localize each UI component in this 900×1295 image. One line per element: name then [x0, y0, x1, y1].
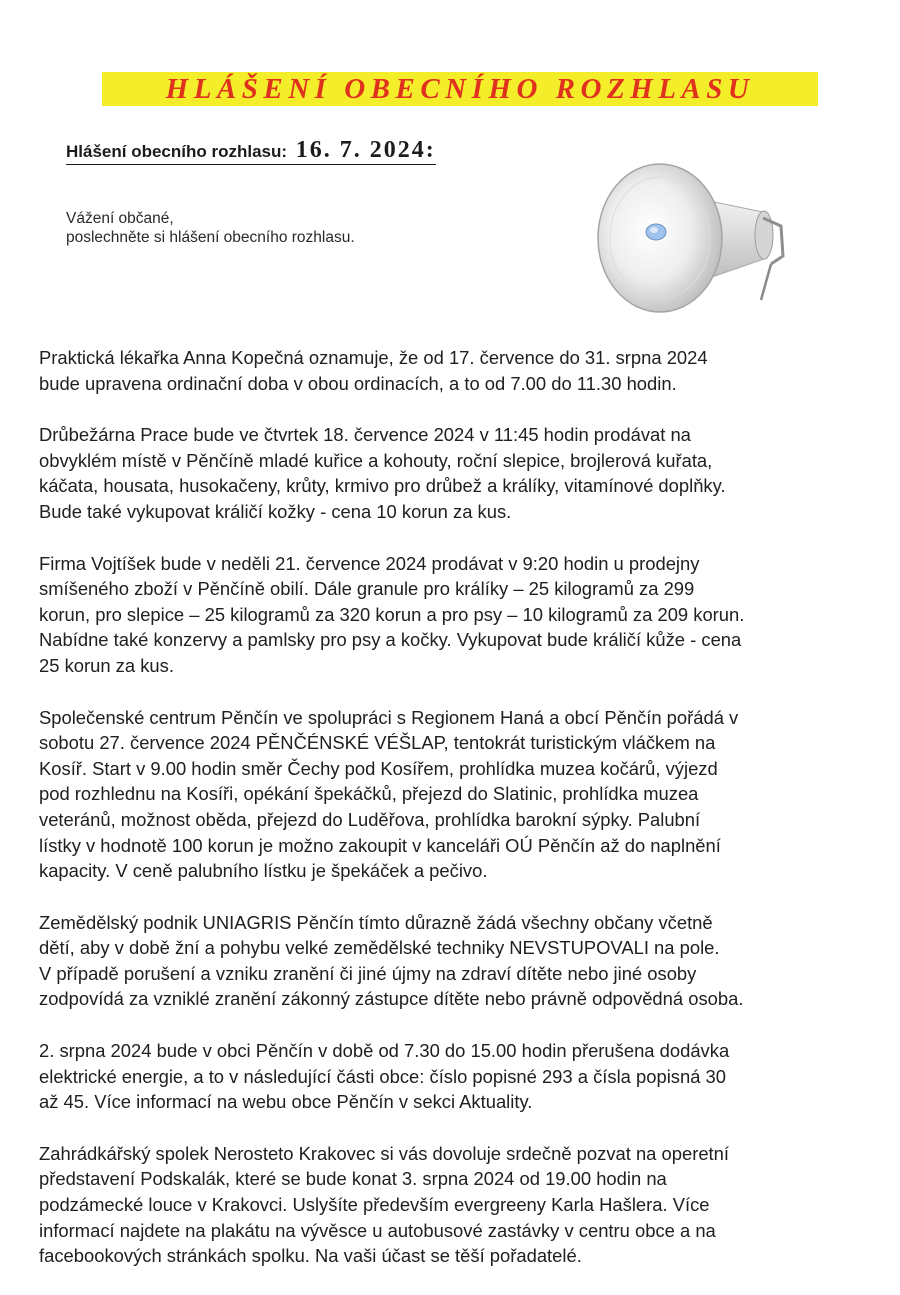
megaphone-icon [585, 160, 800, 320]
announcement-operetta: Zahrádkářský spolek Nerosteto Krakovec si vás dovoluje srdečně pozvat na operetní představení Podskalák, které se bude konat 3. srpna 2024 od 19.00 hodin na podzámecké louce v Krakovci. Uslyšíte především evergreeny Karla Hašlera. Více informací najdete na plakátu na vývěsce u autobusové zastávky v centru obce a na facebookových stránkách spolku. Na vaši účast se těší pořadatelé. [39, 1142, 730, 1267]
announcement-date: 16. 7. 2024: [295, 137, 436, 163]
greeting [66, 209, 355, 247]
announcement-trip: Společenské centrum Pěnčín ve spolupráci s Regionem Haná a obcí Pěnčín pořádá v sobotu 27. července 2024 PĚNČÉNSKÉ VÉŠLAP, tentokrát turistickým vláčkem na Kosíř. Start v 9.00 hodin směr Čechy pod Kosířem, prohlídka muzea kočárů, výjezd pod rozhlednu na Kosíři, opékání špekáčků, přejezd do Slatinic, prohlídka muzea veteránů, možnost oběda, přejezd do Luděřova, prohlídka barokní sýpky. Palubní lístky v hodnotě 100 korun je možno zakoupit v kanceláři OÚ Pěnčín až do naplnění kapacity. V ceně palubního lístku je špekáček a pečivo. [39, 706, 739, 882]
heading-label: Hlášení obecního rozhlasu: [66, 142, 288, 161]
page-title: HLÁŠENÍ OBECNÍHO ROZHLASU [165, 73, 755, 105]
announcements-list [39, 345, 869, 1295]
announcement-feed-sale: Firma Vojtíšek bude v neděli 21. července 2024 prodávat v 9:20 hodin u prodejny smíšeného zboží v Pěnčíně obilí. Dále granule pro králíky – 25 kilogramů za 299 korun, pro slepice – 25 kilogramů za 320 korun a pro psy – 10 kilogramů za 209 korun. Nabídne také konzervy a pamlsky pro psy a kočky. Vykupovat bude králičí kůže - cena 25 korun za kus. [39, 552, 745, 676]
announcement-poultry: Drůbežárna Prace bude ve čtvrtek 18. července 2024 v 11:45 hodin prodávat na obvyklém místě v Pěnčíně mladé kuřice a kohouty, roční slepice, brojlerová kuřata, káčata, housata, husokačeny, krůty, krmivo pro drůbež a králíky, vitamínové doplňky. Bude také vykupovat králičí kožky - cena 10 korun za kus. [39, 424, 726, 522]
announcement-harvest-warning: Zemědělský podnik UNIAGRIS Pěnčín tímto důrazně žádá všechny občany včetně dětí, aby v době žní a pohybu velké zemědělské techniky NEVSTUPOVALI na pole. V případě porušení a vzniku zranění či jiné újmy na zdraví dítěte nebo jiné osoby zodpovídá za vzniklé zranění zákonný zástupce dítěte nebo právně odpovědná osoba. [39, 911, 744, 1010]
greeting-line-1: Vážení občané, [66, 210, 174, 227]
announcement-heading [66, 139, 436, 165]
announcement-power-outage: 2. srpna 2024 bude v obci Pěnčín v době od 7.30 do 15.00 hodin přerušena dodávka elektrické energie, a to v následující části obce: číslo popisné 293 a čísla popisná 30 až 45. Více informací na webu obce Pěnčín v sekci Aktuality. [39, 1040, 730, 1113]
greeting-line-2: poslechněte si hlášení obecního rozhlasu. [66, 229, 355, 246]
announcement-doctor: Praktická lékařka Anna Kopečná oznamuje, že od 17. července do 31. srpna 2024 bude upravena ordinační doba v obou ordinacích, a to od 7.00 do 11.30 hodin. [39, 347, 708, 394]
